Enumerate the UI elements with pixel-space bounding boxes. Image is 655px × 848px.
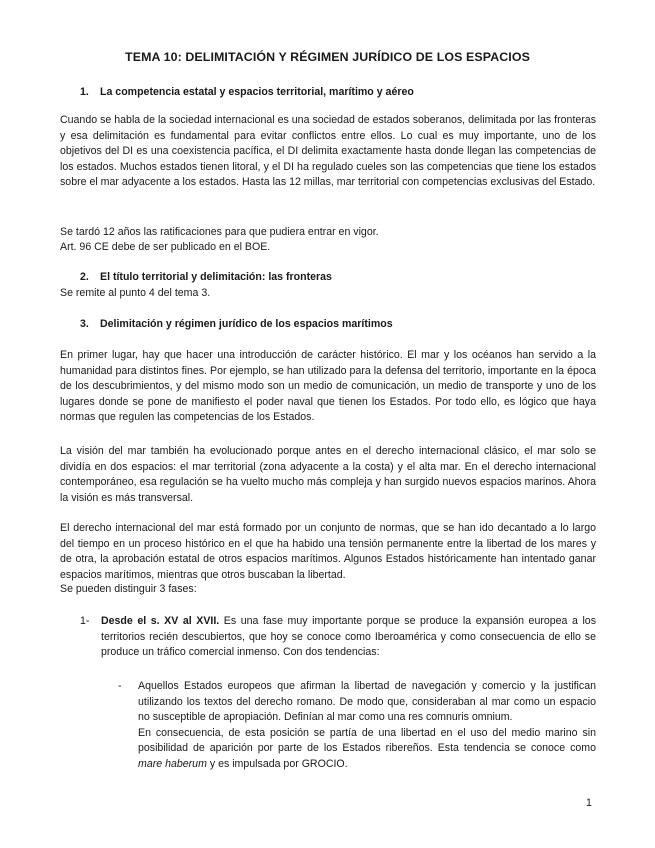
section-heading-3 [80,318,393,330]
section-title: Delimitación y régimen jurídico de los espacios marítimos [100,318,393,330]
section-heading-2 [80,271,332,283]
list-marker: 1- [80,615,90,627]
page-number: 1 [586,797,592,809]
paragraph: En primer lugar, hay que hacer una introducción de carácter histórico. El mar y los océanos han servido a la humanidad para distintos fines. Por ejemplo, se han utilizado para la defensa del territorio, importante en la época de los descubrimientos, y del mismo modo son un medio de comunicación, un medio de transporte y uno de los lugares donde se pone de manifiesto el poder naval que tienen los Estados. Por todo ello, es lógico que haya normas que regulen las competencias de los Estados. [60,349,596,424]
text-line: Se pueden distinguir 3 fases: [60,583,197,595]
list-item-lead: Desde el s. XV al XVII. [101,615,220,627]
section-number: 2. [80,271,89,283]
section-title: La competencia estatal y espacios territorial, marítimo y aéreo [100,86,414,98]
paragraph: La visión del mar también ha evolucionado porque antes en el derecho internacional clásico, el mar solo se dividía en dos espacios: el mar territorial (zona adyacente a la costa) y el alta mar. En el derecho internacional contemporáneo, esa regulación se ha vuelto mucho más compleja y han surgido nuevos espacios marinos. Ahora la visión es más transversal. [60,445,596,504]
sub-list-italic-term: mare haberum [138,757,207,770]
section-number: 3. [80,318,89,330]
paragraph: El derecho internacional del mar está formado por un conjunto de normas, que se han ido decantado a lo largo del tiempo en un proceso histórico en el que ha habido una tensión permanente entre la libertad de los mares y de otra, la aprobación estatal de otros espacios marítimos. Algunos Estados históricamente han intentado ganar espacios marítimos, mientras que otros buscaban la libertad. [60,522,596,581]
sub-list-paragraph: Aquellos Estados europeos que afirman la libertad de navegación y comercio y la justifican utilizando los textos del derecho romano. De modo que, consideraban al mar como un espacio no susceptible de apropiación. Definían al mar como una res comnuris omnium. [138,680,596,724]
section-heading-1 [80,86,414,98]
section-title: El título territorial y delimitación: las fronteras [100,271,332,283]
text-line: Se tardó 12 años las ratificaciones para que pudiera entrar en vigor. [60,226,379,238]
section-number: 1. [80,86,89,98]
text-line: Art. 96 CE debe de ser publicado en el BOE. [60,241,271,253]
list-item-body [101,614,596,661]
text-line: Se remite al punto 4 del tema 3. [60,287,211,299]
paragraph: Cuando se habla de la sociedad internacional es una sociedad de estados soberanos, delimitada por las fronteras y esa delimitación es fundamental para evitar conflictos entre ellos. Lo cual es muy importante, uno de los objetivos del DI es una coexistencia pacífica, el DI delimita exactamente hasta donde llegan las competencias de los estados. Muchos estados tienen litoral, y el DI ha regulado cueles son las competencias que tiene los estados sobre el mar adyacente a los estados. Hasta las 12 millas, mar territorial con competencias exclusivas del Estado. [60,114,596,189]
sub-list-marker: - [118,680,122,692]
sub-list-text: En consecuencia, de esta posición se partía de una libertad en el uso del medio marino sin posibilidad de aparición por parte de los Estados ribereños. Esta tendencia se conoce como [138,726,596,755]
sub-list-text: y es impulsada por GROCIO. [206,757,348,770]
list-item-text: Es una fase muy importante porque se produce la expansión europea a los territorios recién descubiertos, que hoy se conoce como Iberoamérica y como consecuencia de ello se produce un tráfico comercial inmenso. Con dos tendencias: [101,615,596,659]
sub-list-item-body [138,679,596,773]
document-title: TEMA 10: DELIMITACIÓN Y RÉGIMEN JURÍDICO DE LOS ESPACIOS [125,50,530,64]
sub-list-paragraph [138,726,596,773]
